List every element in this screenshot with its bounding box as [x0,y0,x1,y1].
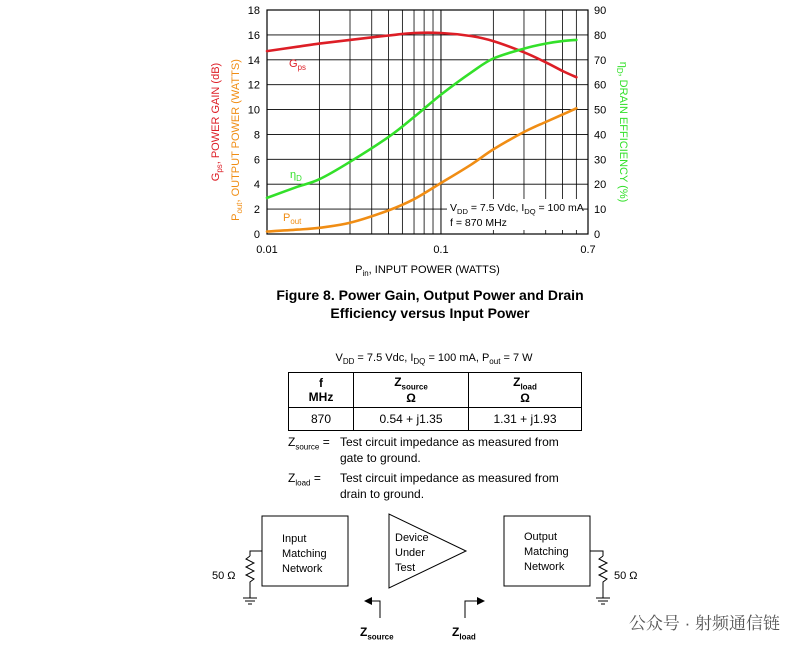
y-right-tick-label: 20 [594,179,607,192]
input-network-label: Input Matching Network [282,533,327,575]
header-frequency: f MHz [289,373,354,408]
definition-zload: $Z_{load}$ = Test circuit impedance as measured from drain to ground. [288,471,559,501]
y-left-axis-label: $G_{ps}$, POWER GAIN (dB) [210,62,224,182]
y-right-tick-label: 70 [594,54,607,67]
cell-frequency: 870 [289,408,354,431]
y-right-tick-label: 60 [594,79,607,92]
series-line-0 [267,33,576,78]
definitions [288,434,580,506]
table-row [289,408,582,431]
series-label-1: $\eta_D$ [290,169,302,183]
y-right-tick-label: 10 [594,204,607,217]
y-left-tick-label: 10 [247,104,260,117]
y-left-tick-label: 8 [253,129,260,142]
y-right-tick-label: 90 [594,5,607,17]
header-zsource: $Z_{source}$ Ω [354,373,469,408]
zload-arrow-line [465,601,478,618]
y-right-tick-label: 80 [594,29,607,42]
figure-caption-line2: Efficiency versus Input Power [330,305,530,321]
y-left-tick-label: 18 [247,5,260,17]
dut-label: Device Under Test [395,532,429,574]
y-left-tick-label: 0 [253,229,260,241]
series-label-0: $G_{ps}$ [289,58,306,72]
left-resistor-label: 50 Ω [212,570,236,582]
y-left-tick-label: 16 [247,29,260,42]
annotation-line-2: f = 870 MHz [450,217,507,229]
figure-caption-line1: Figure 8. Power Gain, Output Power and Drain [276,287,584,303]
table-header-row [289,373,582,408]
output-network-label: Output Matching Network [524,531,569,573]
y-right-tick-label: 0 [594,229,601,241]
y-left-tick-label: 6 [253,154,260,167]
x-tick-label: 0.01 [256,244,278,256]
y-right-tick-label: 40 [594,129,607,142]
y-right-tick-label: 50 [594,104,607,117]
left-wire [250,551,262,556]
y-left-tick-label: 14 [247,54,260,67]
y-left-tick-label: 12 [247,79,260,92]
series-label-2: $P_{out}$ [283,212,302,226]
series-line-1 [267,40,576,198]
zload-arrow-head [477,597,485,605]
zload-label: $Z_{load}$ [452,625,476,642]
figure-caption [250,286,610,322]
y-right-tick-label: 30 [594,154,607,167]
definition-zsource: $Z_{source}$ = Test circuit impedance as measured from gate to ground. [288,435,559,465]
cell-zload: 1.31 + j1.93 [469,408,582,431]
y-left-tick-label: 2 [253,204,260,217]
right-wire [590,551,603,556]
y-left-axis-label-2: $P_{out}$, OUTPUT POWER (WATTS) [230,59,244,221]
x-tick-label: 0.7 [580,244,596,256]
right-resistor-label: 50 Ω [614,570,638,582]
zsource-arrow-head [364,597,372,605]
impedance-table [288,372,582,431]
annotation-line-1: $V_{DD} = 7.5$ Vdc, $I_{DQ} = 100$ mA [450,202,584,216]
header-zload: $Z_{load}$ Ω [469,373,582,408]
cell-zsource: 0.54 + j1.35 [354,408,469,431]
y-right-axis-label: $\eta_D$, DRAIN EFFICIENCY (%) [615,61,629,203]
x-axis-label: $P_{in}$, INPUT POWER (WATTS) [355,264,500,278]
right-resistor-symbol [599,556,607,598]
zsource-label: $Z_{source}$ [360,625,394,642]
x-tick-label: 0.1 [433,244,449,256]
test-conditions: $V_{DD} = 7.5$ Vdc, $I_{DQ} = 100$ mA, $P_{out} = 7$ W [335,352,533,367]
y-left-tick-label: 4 [253,179,260,192]
watermark: 公众号 · 射频通信链 [628,614,780,633]
left-resistor-symbol [246,556,254,598]
